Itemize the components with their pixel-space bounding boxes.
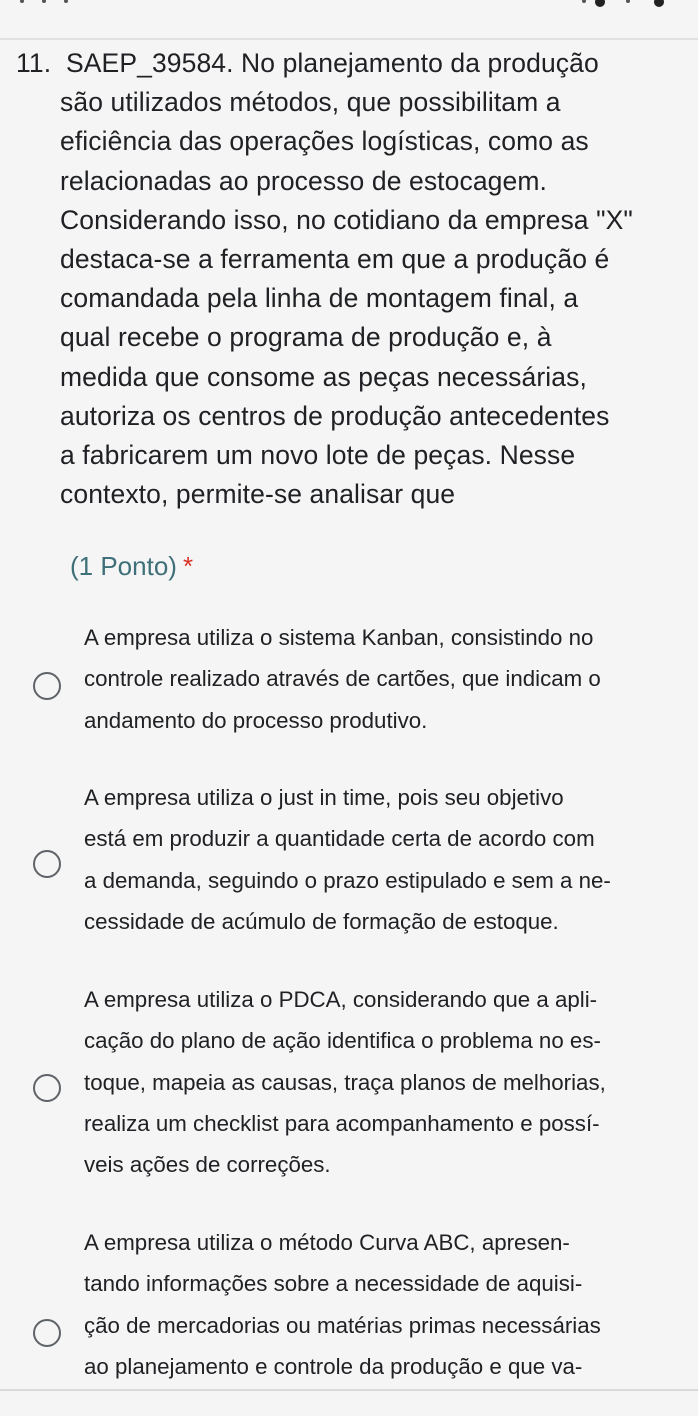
answer-option-4[interactable] bbox=[0, 1222, 698, 1388]
progress-tick bbox=[582, 0, 586, 3]
question-line: Considerando isso, no cotidiano da empresa "X" bbox=[60, 204, 633, 235]
answer-option-1[interactable] bbox=[0, 617, 698, 741]
option-line: tando informações sobre a necessidade de aquisi- bbox=[84, 1271, 583, 1297]
divider bbox=[0, 38, 698, 40]
question-line: relacionadas ao processo de estocagem. bbox=[60, 165, 547, 196]
option-text[interactable] bbox=[84, 1222, 684, 1387]
answer-option-3[interactable] bbox=[0, 979, 698, 1186]
question-line: destaca-se a ferramenta em que a produção é bbox=[60, 244, 610, 275]
question-line: medida que consome as peças necessárias, bbox=[60, 361, 587, 392]
option-line: A empresa utiliza o método Curva ABC, apresen- bbox=[84, 1230, 570, 1255]
option-text[interactable] bbox=[84, 979, 684, 1185]
option-line: toque, mapeia as causas, traça planos de melhorias, bbox=[84, 1069, 606, 1095]
progress-dot-current bbox=[595, 0, 605, 7]
question-number: 11. bbox=[16, 48, 52, 78]
question-line: são utilizados métodos, que possibilitam a bbox=[60, 87, 561, 118]
option-line: A empresa utiliza o PDCA, considerando que a apli- bbox=[84, 987, 598, 1012]
progress-indicator bbox=[0, 0, 698, 6]
option-line: A empresa utiliza o just in time, pois seu objetivo bbox=[84, 785, 564, 810]
question-line: a fabricarem um novo lote de peças. Nesse bbox=[60, 440, 576, 471]
option-text[interactable] bbox=[84, 617, 684, 741]
option-text[interactable] bbox=[84, 777, 684, 942]
option-line: ção de mercadorias ou matérias primas necessárias bbox=[84, 1312, 601, 1338]
option-line: realiza um checklist para acompanhamento e possí- bbox=[84, 1110, 600, 1136]
option-line: a demanda, seguindo o prazo estipulado e sem a ne- bbox=[84, 867, 611, 893]
progress-tick bbox=[64, 0, 68, 3]
radio-button[interactable] bbox=[33, 1319, 61, 1347]
question-line-1: 11. SAEP_39584. No planejamento da produção bbox=[16, 44, 696, 83]
radio-button[interactable] bbox=[33, 850, 61, 878]
question-text bbox=[16, 44, 696, 514]
question-line: qual recebe o programa de produção e, à bbox=[60, 322, 552, 353]
progress-tick bbox=[626, 0, 630, 3]
option-line: andamento do processo produtivo. bbox=[84, 707, 428, 733]
progress-tick bbox=[20, 0, 24, 3]
option-line: cessidade de acúmulo de formação de estoque. bbox=[84, 908, 559, 934]
question-line: contexto, permite-se analisar que bbox=[60, 479, 456, 510]
radio-button[interactable] bbox=[33, 672, 61, 700]
option-line: controle realizado através de cartões, que indicam o bbox=[84, 666, 601, 692]
progress-dot bbox=[654, 0, 664, 7]
option-line: cação do plano de ação identifica o problema no es- bbox=[84, 1028, 601, 1054]
question-line: autoriza os centros de produção antecedentes bbox=[60, 400, 610, 431]
option-line: veis ações de correções. bbox=[84, 1152, 331, 1178]
progress-tick bbox=[42, 0, 46, 3]
option-line: ao planejamento e controle da produção e que va- bbox=[84, 1353, 583, 1379]
option-line: A empresa utiliza o sistema Kanban, consistindo no bbox=[84, 625, 594, 650]
question-line: comandada pela linha de montagem final, a bbox=[60, 283, 579, 314]
divider bbox=[0, 1389, 698, 1391]
required-marker: * bbox=[182, 551, 194, 581]
points-label bbox=[70, 546, 193, 586]
question-line: eficiência das operações logísticas, como as bbox=[60, 126, 589, 157]
answer-option-2[interactable] bbox=[0, 777, 698, 942]
radio-button[interactable] bbox=[33, 1074, 61, 1102]
points-text: (1 Ponto) bbox=[70, 551, 177, 581]
option-line: está em produzir a quantidade certa de acordo com bbox=[84, 826, 595, 852]
